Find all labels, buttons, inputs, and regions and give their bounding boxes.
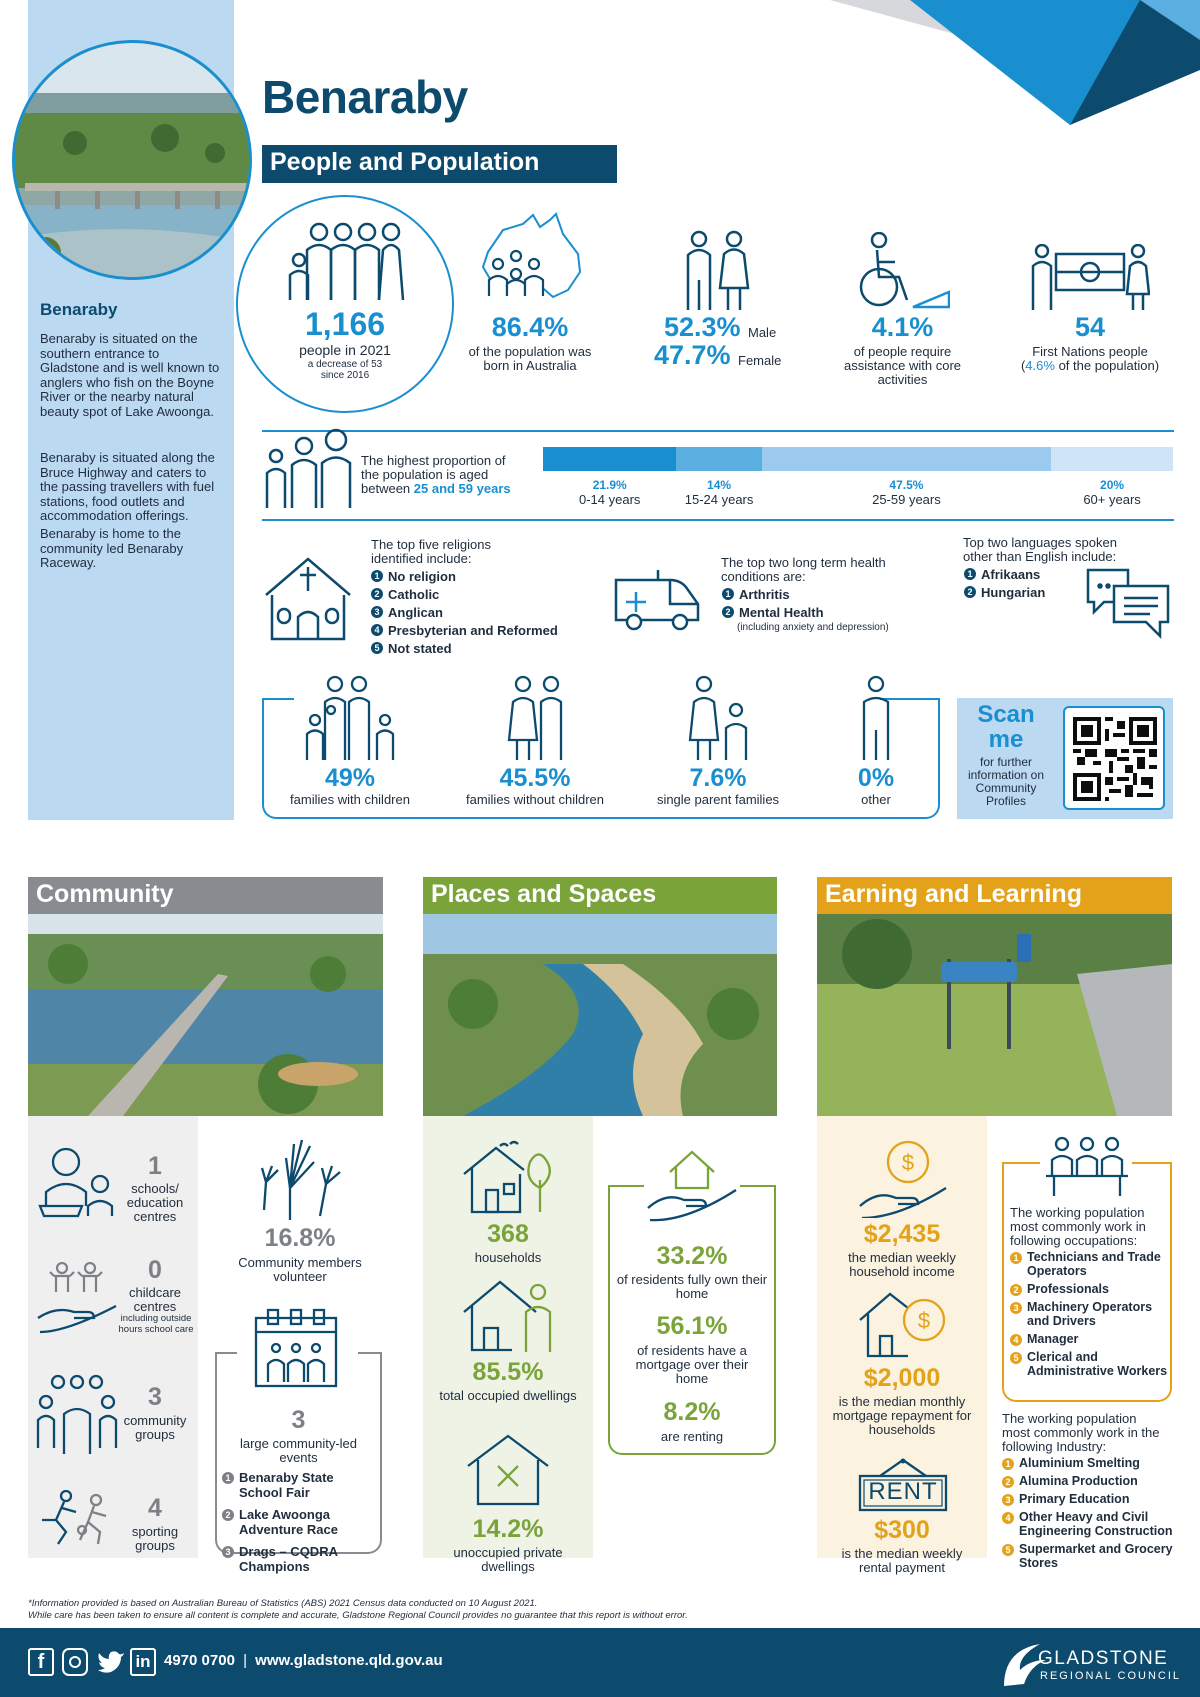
section-title-people: People and Population: [262, 145, 617, 183]
ambulance-icon: [612, 566, 704, 632]
industry-item-4: [1002, 1510, 1174, 1538]
family-group-icon: [285, 220, 405, 300]
religion-item-text-4: Presbyterian and Reformed: [388, 623, 558, 638]
occupation-item-text-5: Clerical and Administrative Workers: [1027, 1350, 1168, 1378]
language-item-text-2: Hungarian: [981, 585, 1046, 600]
linkedin-icon[interactable]: in: [130, 1648, 156, 1676]
age-pct-0: 21.9%: [592, 478, 627, 492]
places-photo: [423, 914, 777, 1116]
childcare-value: 0: [148, 1256, 162, 1284]
age-pct-1: 14%: [707, 478, 732, 492]
family-stat-3: [628, 764, 808, 807]
religion-item-3: [371, 604, 591, 622]
language-item-text-1: Afrikaans: [981, 567, 1041, 582]
families-box-left-cap: [262, 698, 294, 700]
occupied-value: 85.5%: [472, 1358, 544, 1386]
income-label: the median weekly household income: [848, 1250, 956, 1279]
religion-item-4: [371, 622, 591, 640]
male-label: Male: [748, 325, 777, 340]
childcare-note: including outside hours school care: [118, 1313, 194, 1335]
religion-item-number-5: 5: [371, 642, 383, 654]
event-item-2: [222, 1507, 372, 1537]
industry-item-number-2: 2: [1002, 1476, 1014, 1488]
section-title-places: Places and Spaces: [423, 877, 777, 915]
event-item-number-3: 3: [222, 1546, 234, 1558]
family-stat-label-3: single parent families: [656, 792, 780, 807]
wheelchair-icon: [855, 232, 950, 310]
occupation-list: [1010, 1250, 1170, 1382]
family-stat-2: [445, 764, 625, 807]
born-australia-label: of the population was born in Australia: [468, 344, 592, 373]
unoccupied-house-icon: [466, 1434, 550, 1506]
event-item-text-1: Benaraby State School Fair: [239, 1470, 334, 1500]
community-photo: [28, 914, 383, 1116]
religion-item-5: [371, 640, 591, 658]
industry-item-number-3: 3: [1002, 1494, 1014, 1506]
scan-text: for further information on Community Profiles: [967, 755, 1045, 808]
family-stat-value-1: 49%: [324, 764, 376, 792]
twitter-icon[interactable]: [96, 1648, 126, 1676]
facebook-icon[interactable]: f: [28, 1648, 54, 1676]
sidebar-paragraph-1: Benaraby is situated on the southern entrance to Gladstone and is well known to anglers who fish on the Boyne River or the nearby natural beauty spot of Lake Awoonga.: [40, 331, 220, 419]
occupation-item-2: [1010, 1282, 1170, 1296]
first-nations-flag-icon: [1030, 244, 1150, 310]
own-value: 33.2%: [656, 1242, 728, 1270]
page-title: Benaraby: [262, 71, 468, 123]
occupation-item-number-3: 3: [1010, 1302, 1022, 1314]
religion-list: [371, 568, 591, 658]
first-nations-pct-line: (4.6% of the population): [1020, 358, 1160, 373]
groups-label: community groups: [123, 1413, 187, 1442]
events-value: 3: [291, 1406, 306, 1434]
born-australia-value: 86.4%: [491, 312, 569, 342]
families-row: [262, 764, 940, 814]
age-segment-1: [676, 447, 761, 471]
male-value: 52.3%: [664, 312, 741, 342]
event-item-number-2: 2: [222, 1509, 234, 1521]
age-people-icon: [264, 428, 354, 510]
speech-bubbles-icon: [1084, 566, 1172, 640]
schools-value: 1: [148, 1152, 162, 1180]
industry-item-number-5: 5: [1002, 1544, 1014, 1556]
instagram-icon[interactable]: [62, 1648, 88, 1676]
religion-item-1: [371, 568, 591, 586]
sidebar-title: Benaraby: [40, 300, 118, 319]
event-item-3: [222, 1544, 372, 1574]
childcare-label: childcare centres: [128, 1285, 182, 1314]
sporting-icon: [36, 1490, 118, 1546]
language-item-number-1: 1: [964, 568, 976, 580]
religion-intro: The top five religions identified include:: [371, 537, 491, 566]
house-in-hand-icon: [646, 1142, 738, 1222]
svg-text:$: $: [901, 1150, 915, 1175]
health-item-text-2: Mental Health: [739, 605, 824, 620]
footer-logo-line-1: GLADSTONE: [1038, 1648, 1169, 1669]
mortgage-house-icon: [858, 1290, 950, 1360]
qr-code[interactable]: [1063, 706, 1165, 810]
first-nations-value: 54: [1074, 312, 1106, 342]
industry-item-2: [1002, 1474, 1174, 1488]
occupied-label: total occupied dwellings: [439, 1388, 577, 1403]
age-segment-2: [762, 447, 1051, 471]
footer-logo-line-2: REGIONAL COUNCIL: [1040, 1670, 1182, 1682]
occupation-item-4: [1010, 1332, 1170, 1346]
population-note: a decrease of 53 since 2016: [307, 359, 383, 381]
age-range-3: 60+ years: [1083, 492, 1141, 507]
events-label: large community-led events: [239, 1436, 358, 1465]
meeting-table-icon: [1044, 1136, 1130, 1198]
section-title-community: Community: [28, 877, 383, 915]
footer-phone[interactable]: 4970 0700: [164, 1652, 235, 1669]
first-nations-pct: 4.6%: [1025, 358, 1055, 373]
dollar-hand-icon: [858, 1138, 948, 1218]
occupation-item-number-2: 2: [1010, 1284, 1022, 1296]
occupation-item-number-4: 4: [1010, 1334, 1022, 1346]
disclaimer-line-2: While care has been taken to ensure all content is complete and accurate, Gladstone Regional Council provides no guarantee that this report is without error.: [28, 1610, 688, 1621]
female-value: 47.7%: [654, 340, 731, 370]
occupation-item-number-1: 1: [1010, 1252, 1022, 1264]
occupation-item-text-2: Professionals: [1027, 1282, 1109, 1296]
age-intro: The highest proportion of the population is aged between 25 and 59 years: [361, 453, 511, 496]
schools-label: schools/ education centres: [126, 1181, 184, 1224]
age-pct-2: 47.5%: [889, 478, 924, 492]
sidebar-paragraph-3: Benaraby is home to the community led Benaraby Raceway.: [40, 526, 184, 570]
family-stat-value-4: 0%: [857, 764, 895, 792]
community-groups-icon: [36, 1374, 118, 1454]
industry-item-text-3: Primary Education: [1019, 1492, 1130, 1506]
corner-decoration: [820, 0, 1200, 125]
industry-item-3: [1002, 1492, 1174, 1506]
income-value: $2,435: [863, 1220, 941, 1248]
age-range-0: 0-14 years: [579, 492, 641, 507]
events-box-right-cap: [358, 1352, 382, 1354]
mortgage-pct-label: of residents have a mortgage over their home: [635, 1343, 749, 1386]
religion-item-number-4: 4: [371, 624, 383, 636]
first-nations-label: First Nations people: [1032, 344, 1148, 359]
industry-item-text-1: Aluminium Smelting: [1019, 1456, 1140, 1470]
industry-item-number-4: 4: [1002, 1512, 1014, 1524]
religion-item-text-1: No religion: [388, 569, 456, 584]
population-label: people in 2021: [299, 342, 391, 358]
health-item-number-2: 2: [722, 606, 734, 618]
occupation-item-text-1: Technicians and Trade Operators: [1027, 1250, 1161, 1278]
assistance-label: of people require assistance with core activities: [843, 344, 962, 387]
school-icon: [38, 1146, 118, 1226]
earning-photo: [817, 914, 1172, 1116]
volunteer-label: Community members volunteer: [238, 1255, 362, 1284]
health-intro: The top two long term health conditions are:: [721, 555, 886, 584]
homes-box-right-cap: [740, 1185, 776, 1187]
event-item-text-3: Drags – CQDRA Champions: [239, 1544, 338, 1574]
sidebar-paragraph-2: Benaraby is situated along the Bruce Highway and caters to the passing travellers with fuel stations, food outlets and accommodation offerings.: [40, 450, 215, 523]
industry-item-text-4: Other Heavy and Civil Engineering Construction: [1019, 1510, 1173, 1538]
age-highlight: 25 and 59 years: [413, 481, 511, 496]
sporting-label: sporting groups: [131, 1524, 179, 1553]
event-item-number-1: 1: [222, 1472, 234, 1484]
unoccupied-label: unoccupied private dwellings: [453, 1545, 563, 1574]
age-range-1: 15-24 years: [684, 492, 754, 507]
family-stat-1: [260, 764, 440, 807]
age-labels: [543, 478, 1173, 510]
rent-sign-text: RENT: [868, 1478, 938, 1505]
rent-sign-icon: [858, 1458, 948, 1512]
age-label-0: [543, 478, 676, 507]
female-label: Female: [738, 353, 782, 368]
groups-value: 3: [148, 1383, 162, 1411]
event-item-1: [222, 1470, 372, 1500]
households-label: households: [474, 1250, 542, 1265]
age-label-1: [676, 478, 761, 507]
age-bar: [543, 447, 1173, 471]
population-value: 1,166: [304, 306, 386, 342]
occupation-item-3: [1010, 1300, 1170, 1328]
religion-item-text-2: Catholic: [388, 587, 440, 602]
rent-value: $300: [874, 1516, 930, 1544]
health-item-1: [722, 586, 922, 604]
language-list: [964, 566, 1104, 602]
age-range-2: 25-59 years: [872, 492, 941, 507]
svg-text:$: $: [917, 1308, 931, 1333]
calendar-event-icon: [252, 1308, 340, 1388]
male-female-icon: [682, 230, 752, 310]
industry-item-1: [1002, 1456, 1174, 1470]
language-item-1: [964, 566, 1104, 584]
industry-item-5: [1002, 1542, 1174, 1570]
footer: [0, 1628, 1200, 1697]
family-stat-label-2: families without children: [465, 792, 604, 807]
house-tree-icon: [460, 1140, 560, 1214]
disclaimer: [28, 1598, 1028, 1622]
occupations-box-left-cap: [1002, 1162, 1040, 1164]
industry-item-number-1: 1: [1002, 1458, 1014, 1470]
homes-box-left-cap: [608, 1185, 644, 1187]
age-label-3: [1051, 478, 1173, 507]
assistance-value: 4.1%: [871, 312, 934, 342]
renting-value: 8.2%: [663, 1398, 721, 1426]
age-segment-0: [543, 447, 676, 471]
health-note: (including anxiety and depression): [737, 622, 889, 633]
divider-top: [262, 430, 1174, 432]
scan-title: Scan me: [977, 701, 1035, 753]
rent-label: is the median weekly rental payment: [841, 1546, 963, 1575]
events-list: [222, 1470, 372, 1581]
town-photo: [12, 40, 252, 280]
industry-item-text-2: Alumina Production: [1019, 1474, 1138, 1488]
section-title-earning: Earning and Learning: [817, 877, 1172, 915]
occupations-box-right-cap: [1132, 1162, 1172, 1164]
footer-website[interactable]: www.gladstone.qld.gov.au: [255, 1652, 443, 1669]
age-pct-3: 20%: [1100, 478, 1125, 492]
events-box-left-cap: [215, 1352, 237, 1354]
religion-item-number-2: 2: [371, 588, 383, 600]
language-item-2: [964, 584, 1104, 602]
industry-list: [1002, 1456, 1174, 1574]
family-stat-label-4: other: [861, 792, 891, 807]
family-with-children-icon: [305, 674, 395, 760]
health-item-text-1: Arthritis: [739, 587, 790, 602]
occupation-item-text-4: Manager: [1027, 1332, 1079, 1346]
occupation-item-text-3: Machinery Operators and Drivers: [1027, 1300, 1153, 1328]
renting-label: are renting: [660, 1429, 724, 1444]
mortgage-pct-value: 56.1%: [656, 1312, 728, 1340]
occupation-item-1: [1010, 1250, 1170, 1278]
own-label: of residents fully own their home: [616, 1272, 768, 1301]
sporting-value: 4: [148, 1494, 162, 1522]
other-family-icon: [858, 674, 894, 760]
religion-item-number-3: 3: [371, 606, 383, 618]
family-stat-4: [786, 764, 966, 807]
family-stat-value-3: 7.6%: [689, 764, 747, 792]
industry-intro: The working population most commonly work in the following Industry:: [1002, 1411, 1160, 1454]
age-segment-3: [1051, 447, 1173, 471]
mortgage-label: is the median monthly mortgage repayment for households: [832, 1394, 972, 1437]
australia-map-icon: [478, 212, 588, 302]
age-label-2: [762, 478, 1051, 507]
religion-item-2: [371, 586, 591, 604]
language-item-number-2: 2: [964, 586, 976, 598]
health-item-number-1: 1: [722, 588, 734, 600]
religion-item-number-1: 1: [371, 570, 383, 582]
volunteer-hands-icon: [256, 1138, 346, 1220]
occupied-house-icon: [462, 1278, 554, 1352]
single-parent-icon: [688, 674, 752, 760]
childcare-icon: [36, 1262, 118, 1338]
languages-intro: Top two languages spoken other than English include:: [963, 535, 1117, 564]
event-item-text-2: Lake Awoonga Adventure Race: [239, 1507, 338, 1537]
volunteer-value: 16.8%: [264, 1224, 336, 1252]
family-stat-label-1: families with children: [290, 792, 410, 807]
occupation-item-5: [1010, 1350, 1170, 1378]
health-item-2: [722, 604, 922, 622]
religion-item-text-3: Anglican: [388, 605, 443, 620]
church-icon: [262, 555, 354, 641]
occupation-item-number-5: 5: [1010, 1352, 1022, 1364]
family-stat-value-2: 45.5%: [499, 764, 571, 792]
occupations-intro: The working population most commonly work in following occupations:: [1010, 1205, 1146, 1248]
unoccupied-value: 14.2%: [472, 1515, 544, 1543]
disclaimer-line-1: *Information provided is based on Australian Bureau of Statistics (ABS) 2021 Census data conducted on 10 August 2021.: [28, 1598, 538, 1609]
family-without-children-icon: [505, 674, 569, 760]
divider-bottom: [262, 519, 1174, 521]
footer-contact: 4970 0700 | www.gladstone.qld.gov.au: [164, 1652, 443, 1669]
religion-item-text-5: Not stated: [388, 641, 452, 656]
households-value: 368: [487, 1220, 529, 1248]
industry-item-text-5: Supermarket and Grocery Stores: [1019, 1542, 1173, 1570]
health-list: [722, 586, 922, 622]
mortgage-value: $2,000: [863, 1364, 941, 1392]
